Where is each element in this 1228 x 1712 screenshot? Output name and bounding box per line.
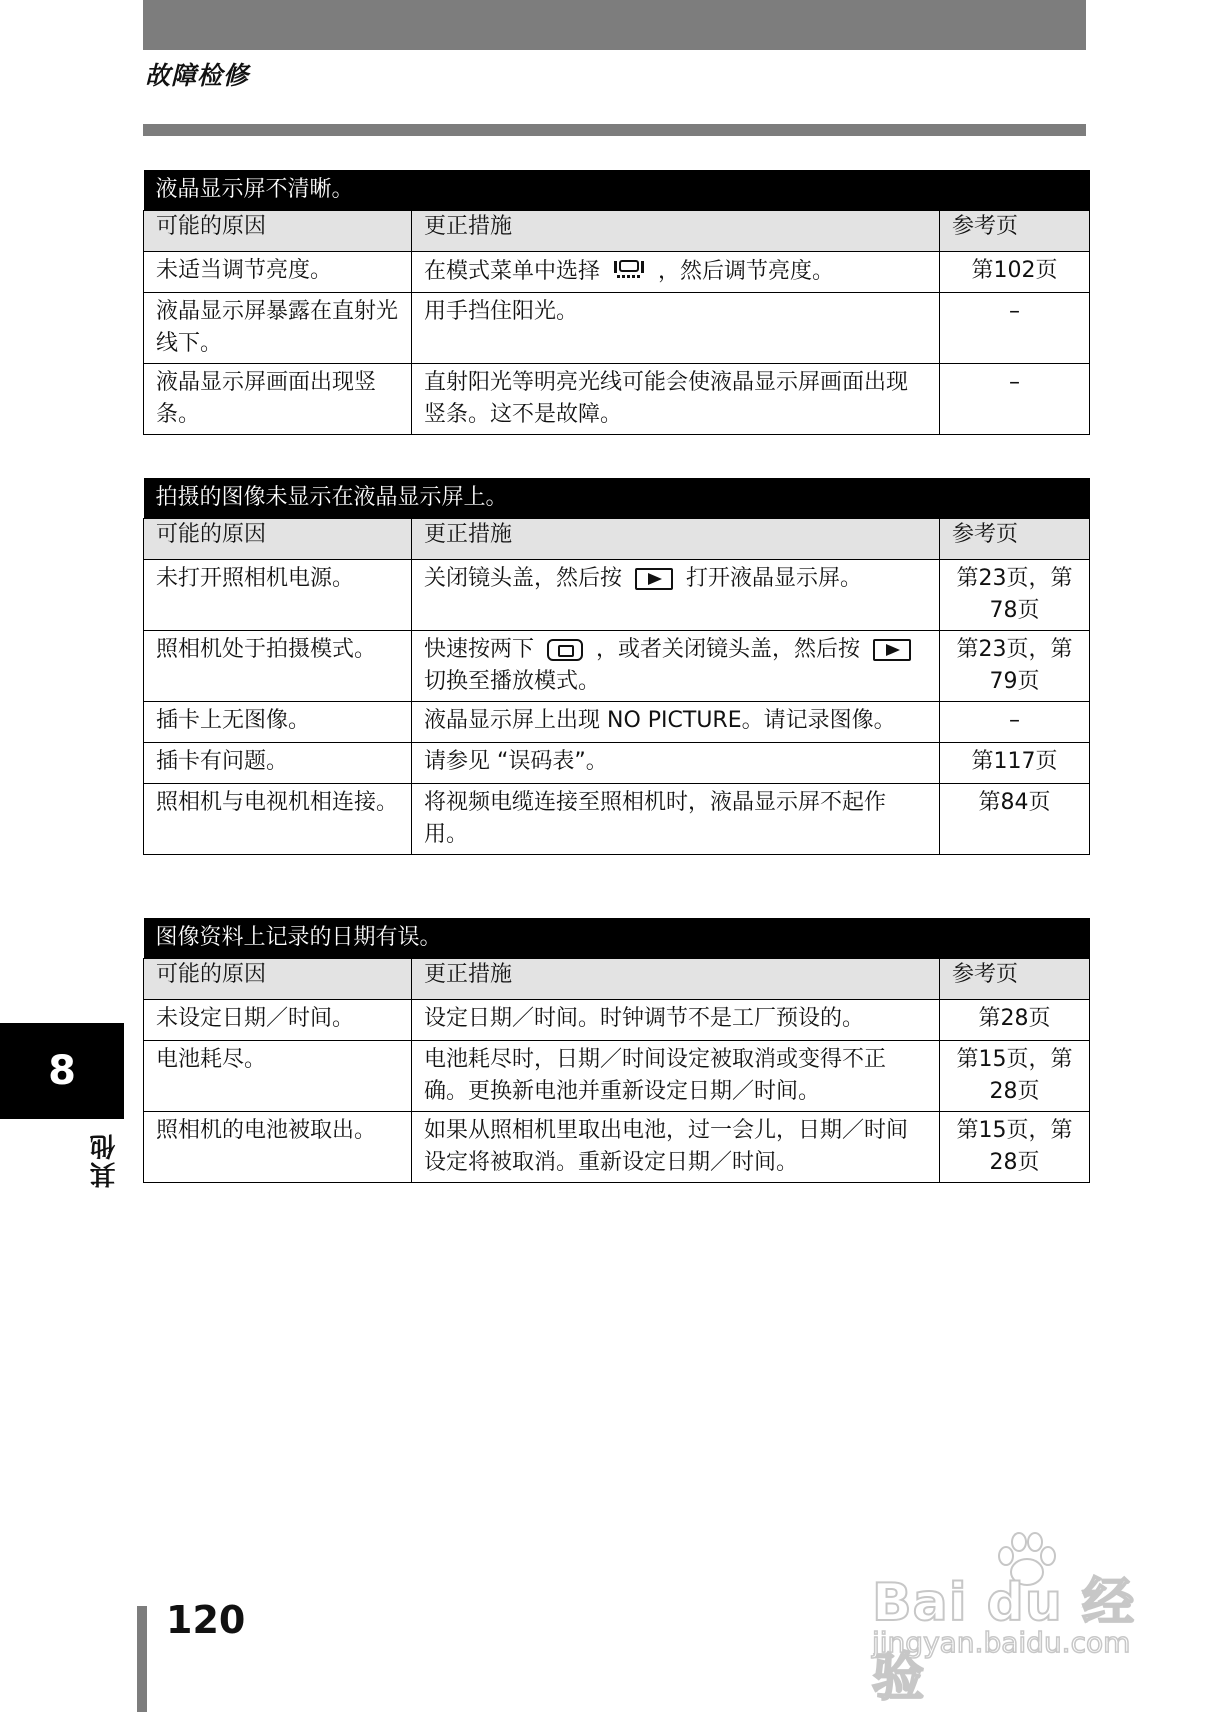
cause-cell: 照相机处于拍摄模式。 <box>144 631 412 702</box>
fix-cell <box>412 631 940 702</box>
fix-text: 打开液晶显示屏。 <box>686 566 863 591</box>
play-icon <box>635 568 673 590</box>
ref-cell: 第117页 <box>940 743 1090 784</box>
column-header-ref: 参考页 <box>940 519 1090 560</box>
fix-text: 关闭镜头盖，然后按 <box>424 566 623 591</box>
header-rule <box>143 124 1086 136</box>
table-row <box>144 784 1090 855</box>
cause-cell: 未设定日期／时间。 <box>144 1000 412 1041</box>
fix-text: 切换至播放模式。 <box>424 669 601 694</box>
fix-text: ，然后调节亮度。 <box>658 259 835 284</box>
ref-cell: 第15页，第28页 <box>940 1041 1090 1112</box>
column-header-fix: 更正措施 <box>412 959 940 1000</box>
fix-text: 快速按两下 <box>424 637 535 662</box>
table-row <box>144 560 1090 631</box>
troubleshoot-table-no-image <box>143 478 1090 855</box>
fix-cell: 用手挡住阳光。 <box>412 293 940 364</box>
watermark-logo: Bai du 经验 <box>872 1573 1135 1708</box>
fix-cell: 设定日期／时间。时钟调节不是工厂预设的。 <box>412 1000 940 1041</box>
fix-cell: 液晶显示屏上出现 NO PICTURE。请记录图像。 <box>412 702 940 743</box>
ref-cell: 第23页，第79页 <box>940 631 1090 702</box>
table-title: 拍摄的图像未显示在液晶显示屏上。 <box>144 478 1090 519</box>
fix-cell: 电池耗尽时，日期／时间设定被取消或变得不正确。更换新电池并重新设定日期／时间。 <box>412 1041 940 1112</box>
fix-cell <box>412 560 940 631</box>
display-button-icon <box>547 639 583 661</box>
table-row <box>144 1000 1090 1041</box>
table-row <box>144 702 1090 743</box>
cause-cell: 液晶显示屏暴露在直射光线下。 <box>144 293 412 364</box>
fix-cell: 将视频电缆连接至照相机时，液晶显示屏不起作用。 <box>412 784 940 855</box>
column-header-cause: 可能的原因 <box>144 959 412 1000</box>
cause-cell: 插卡有问题。 <box>144 743 412 784</box>
troubleshoot-table-wrong-date <box>143 918 1090 1183</box>
table-row <box>144 631 1090 702</box>
column-header-cause: 可能的原因 <box>144 519 412 560</box>
ref-cell: 第28页 <box>940 1000 1090 1041</box>
cause-cell: 未打开照相机电源。 <box>144 560 412 631</box>
table-title: 图像资料上记录的日期有误。 <box>144 918 1090 959</box>
table-row <box>144 743 1090 784</box>
play-icon <box>873 639 911 661</box>
baidu-watermark <box>872 1530 1172 1708</box>
table-row <box>144 1112 1090 1183</box>
fix-text: 在模式菜单中选择 <box>424 259 601 284</box>
ref-cell: – <box>940 364 1090 435</box>
watermark-url: jingyan.baidu.com <box>872 1626 1131 1659</box>
cause-cell: 照相机与电视机相连接。 <box>144 784 412 855</box>
fix-cell: 直射阳光等明亮光线可能会使液晶显示屏画面出现竖条。这不是故障。 <box>412 364 940 435</box>
table-row <box>144 252 1090 293</box>
ref-cell: 第23页，第78页 <box>940 560 1090 631</box>
table-row <box>144 293 1090 364</box>
column-header-cause: 可能的原因 <box>144 211 412 252</box>
fix-cell: 如果从照相机里取出电池，过一会儿，日期／时间设定将被取消。重新设定日期／时间。 <box>412 1112 940 1183</box>
cause-cell: 电池耗尽。 <box>144 1041 412 1112</box>
section-title: 故障检修 <box>145 61 250 90</box>
ref-cell: 第84页 <box>940 784 1090 855</box>
table-title: 液晶显示屏不清晰。 <box>144 170 1090 211</box>
ref-cell: – <box>940 293 1090 364</box>
fix-cell: 请参见 “误码表”。 <box>412 743 940 784</box>
chapter-label: 其他 <box>90 1132 120 1188</box>
column-header-ref: 参考页 <box>940 211 1090 252</box>
fix-cell <box>412 252 940 293</box>
column-header-ref: 参考页 <box>940 959 1090 1000</box>
page-number: 120 <box>166 1598 246 1642</box>
ref-cell: 第15页，第28页 <box>940 1112 1090 1183</box>
ref-cell: 第102页 <box>940 252 1090 293</box>
cause-cell: 照相机的电池被取出。 <box>144 1112 412 1183</box>
table-row <box>144 1041 1090 1112</box>
cause-cell: 液晶显示屏画面出现竖条。 <box>144 364 412 435</box>
cause-cell: 插卡上无图像。 <box>144 702 412 743</box>
fix-text: ，或者关闭镜头盖，然后按 <box>596 637 861 662</box>
cause-cell: 未适当调节亮度。 <box>144 252 412 293</box>
ref-cell: – <box>940 702 1090 743</box>
table-row <box>144 364 1090 435</box>
troubleshoot-table-lcd-unclear <box>143 170 1090 435</box>
column-header-fix: 更正措施 <box>412 211 940 252</box>
column-header-fix: 更正措施 <box>412 519 940 560</box>
page-number-bar <box>137 1606 147 1712</box>
chapter-tab: 8 <box>0 1023 124 1119</box>
brightness-icon <box>613 255 645 289</box>
header-bar <box>143 0 1086 50</box>
